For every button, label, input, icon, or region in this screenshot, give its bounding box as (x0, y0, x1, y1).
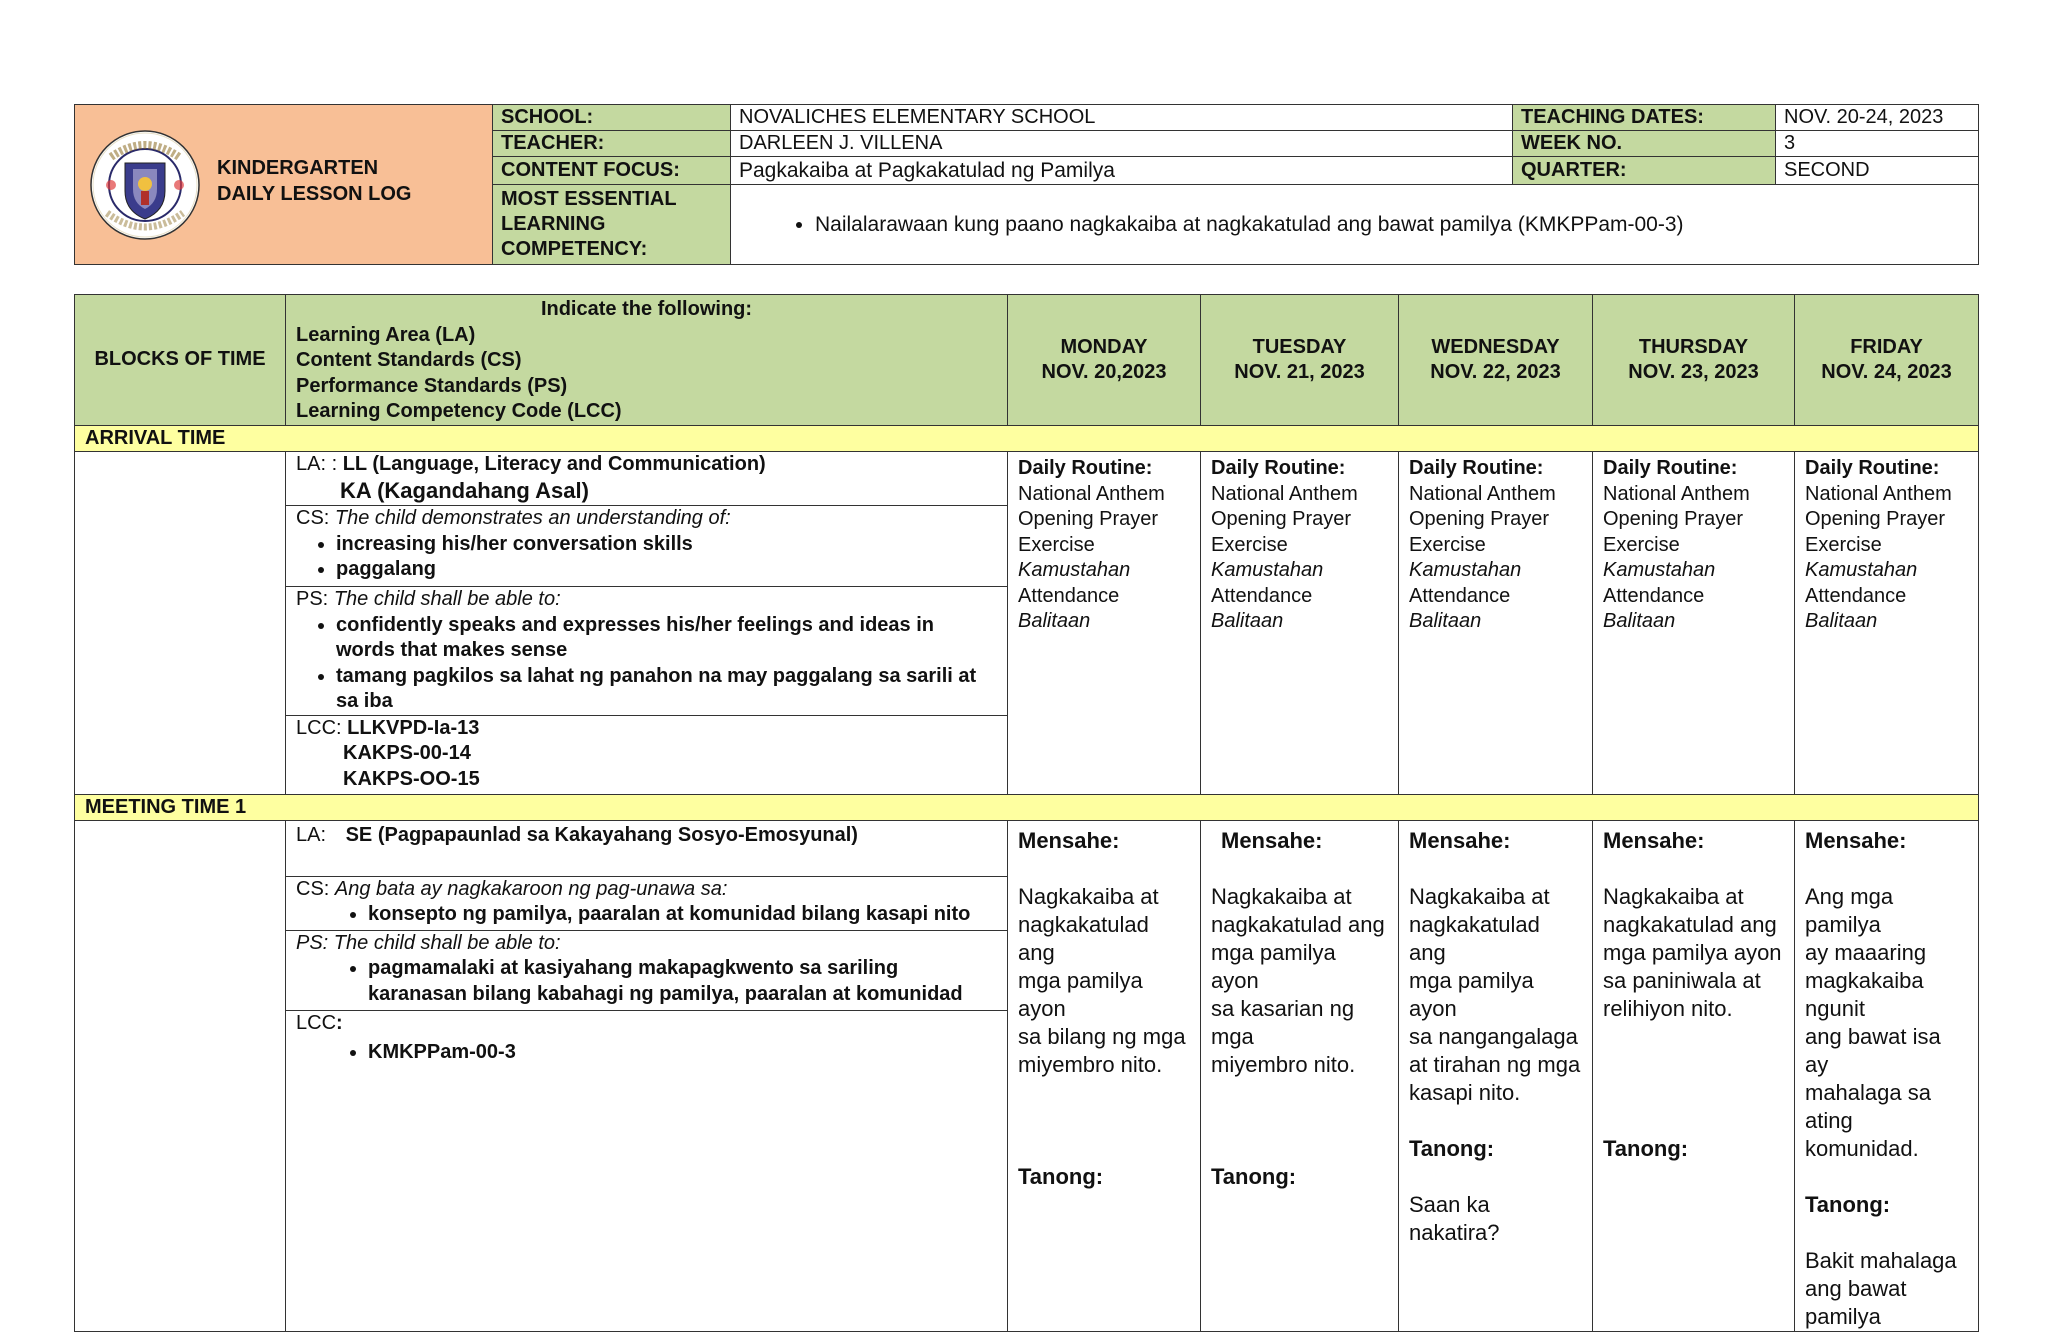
meeting-monday (1008, 820, 1201, 1331)
message-line: miyembro nito. (1018, 1051, 1163, 1077)
header-title-line-2: DAILY LESSON LOG (217, 183, 412, 205)
routine-item: National Anthem (1805, 482, 1952, 505)
message-line: komunidad. (1805, 1135, 1919, 1161)
meeting-wednesday (1399, 820, 1593, 1331)
indicator-cs: Content Standards (CS) (296, 349, 522, 371)
arrival-blocks-cell (75, 452, 286, 795)
question-line: Bakit mahalaga (1805, 1247, 1957, 1273)
lesson-table (74, 294, 1979, 1332)
routine-item: Exercise (1409, 533, 1486, 556)
routine-item: Opening Prayer (1805, 508, 1946, 530)
school-value: NOVALICHES ELEMENTARY SCHOOL (731, 105, 1513, 131)
cs-item: • konsepto ng pamilya, paaralan at komunidad bilang kasapi nito (368, 902, 997, 928)
routine-title: Daily Routine: (1018, 457, 1153, 479)
routine-item: Kamustahan (1805, 559, 1918, 581)
routine-item: Exercise (1603, 533, 1680, 556)
lcc-prefix: LCC (296, 1011, 337, 1034)
routine-item: Kamustahan (1018, 559, 1131, 581)
message-line: nagkakatulad ang (1409, 911, 1540, 965)
routine-item: Kamustahan (1603, 559, 1716, 581)
header-title (217, 155, 411, 207)
lcc-code: • KMKPPam-00-3 (368, 1040, 997, 1066)
mel-label-line-3: COMPETENCY: (501, 238, 648, 261)
quarter-value: SECOND (1776, 157, 1979, 185)
tanong-label: Tanong: (1603, 1135, 1689, 1161)
day-name: TUESDAY (1252, 335, 1347, 358)
mel-label-line-1: MOST ESSENTIAL (501, 188, 677, 211)
meeting-indicators (286, 821, 1007, 1181)
teaching-dates-value: NOV. 20-24, 2023 (1776, 105, 1979, 131)
mel-label-line-2: LEARNING (501, 213, 606, 236)
indicators-title: Indicate the following: (540, 298, 753, 320)
meeting-tuesday (1201, 820, 1399, 1331)
arrival-cs (286, 506, 1007, 587)
arrival-ps (286, 587, 1007, 716)
routine-item: Balitaan (1409, 610, 1482, 632)
cs-prefix: CS: (296, 507, 330, 529)
meeting-ps (286, 930, 1007, 1010)
message-line: sa nangangalaga (1409, 1023, 1578, 1049)
message-line: nagkakatulad ang (1018, 911, 1149, 965)
message-line: Nagkakaiba at (1018, 883, 1159, 909)
cs-text: The child demonstrates an understanding of: (334, 507, 731, 529)
ps-prefix: PS: (296, 588, 329, 610)
cs-text: Ang bata ay nagkakaroon ng pag-unawa sa: (334, 877, 728, 900)
routine-item: Balitaan (1805, 610, 1878, 632)
ps-text: PS: The child shall be able to: (296, 931, 561, 954)
routine-title: Daily Routine: (1211, 457, 1346, 479)
day-name: MONDAY (1060, 335, 1148, 358)
arrival-indicators (286, 452, 1007, 794)
routine-item: National Anthem (1018, 482, 1165, 505)
arrival-wednesday (1399, 452, 1593, 795)
indicator-ps: Performance Standards (PS) (296, 374, 568, 397)
cs-prefix: CS: (296, 877, 330, 900)
routine-title: Daily Routine: (1805, 457, 1940, 479)
routine-item: National Anthem (1409, 482, 1556, 505)
tanong-label: Tanong: (1018, 1163, 1104, 1189)
routine-item: Opening Prayer (1018, 508, 1159, 530)
content-focus-value: Pagkakaiba at Pagkakatulad ng Pamilya (731, 157, 1513, 185)
la-1: LL (Language, Literacy and Communication) (342, 453, 766, 475)
routine-item: Kamustahan (1409, 559, 1522, 581)
message-line: nagkakatulad ang (1211, 911, 1385, 937)
arrival-thursday (1593, 452, 1795, 795)
meeting-friday (1795, 820, 1979, 1331)
message-line: Ang mga pamilya (1805, 883, 1894, 937)
quarter-label: QUARTER: (1513, 157, 1776, 185)
routine-item: Attendance (1805, 584, 1907, 607)
day-date: NOV. 20,2023 (1041, 361, 1167, 383)
indicator-lcc: Learning Competency Code (LCC) (296, 400, 622, 422)
message-line: ang bawat isa ay (1805, 1023, 1941, 1077)
content-focus-label: CONTENT FOCUS: (493, 157, 731, 185)
arrival-tuesday (1201, 452, 1399, 795)
message-line: mga pamilya ayon (1603, 939, 1782, 965)
routine-item: Attendance (1603, 584, 1705, 607)
week-value: 3 (1776, 131, 1979, 157)
mensahe-label: Mensahe: (1018, 827, 1120, 853)
message-line: nagkakatulad ang (1603, 911, 1777, 937)
message-line: sa kasarian ng mga (1211, 995, 1355, 1049)
tanong-label: Tanong: (1805, 1191, 1891, 1217)
routine-item: Attendance (1409, 584, 1511, 607)
question-line: ang bawat pamilya (1805, 1275, 1907, 1329)
day-header-monday (1008, 295, 1201, 426)
day-header-thursday (1593, 295, 1795, 426)
routine-item: Attendance (1018, 584, 1120, 607)
mel-value-cell (731, 185, 1979, 265)
logo-cell (75, 105, 493, 265)
indicator-la: Learning Area (LA) (296, 323, 476, 346)
school-label: SCHOOL: (493, 105, 731, 131)
message-line: Nagkakaiba at (1211, 883, 1352, 909)
message-line: mga pamilya ayon (1211, 939, 1336, 993)
mensahe-label: Mensahe: (1603, 827, 1705, 853)
lcc-prefix: LCC: (296, 716, 342, 739)
day-header-friday (1795, 295, 1979, 426)
arrival-la (286, 452, 1007, 506)
blocks-of-time-header: BLOCKS OF TIME (75, 295, 286, 426)
arrival-time-section: ARRIVAL TIME (75, 426, 1979, 452)
day-date: NOV. 21, 2023 (1234, 361, 1365, 383)
routine-title: Daily Routine: (1603, 457, 1738, 479)
message-line: magkakaiba ngunit (1805, 967, 1924, 1021)
routine-item: Opening Prayer (1211, 508, 1352, 530)
mel-label (493, 185, 731, 265)
arrival-monday (1008, 452, 1201, 795)
meeting-blocks-cell (75, 820, 286, 1331)
meeting-indicators-cell (286, 820, 1008, 1331)
ps-item: • confidently speaks and expresses his/her feelings and ideas in words that makes sense (336, 613, 997, 664)
day-name: THURSDAY (1638, 335, 1749, 358)
la-prefix: LA: : (296, 453, 338, 475)
day-date: NOV. 23, 2023 (1628, 361, 1759, 383)
teacher-value: DARLEEN J. VILLENA (731, 131, 1513, 157)
day-date: NOV. 22, 2023 (1430, 361, 1561, 383)
day-header-wednesday (1399, 295, 1593, 426)
la-text: SE (Pagpapaunlad sa Kakayahang Sosyo-Emosyunal) (345, 823, 858, 846)
meeting-la (286, 821, 1007, 877)
teaching-dates-label: TEACHING DATES: (1513, 105, 1776, 131)
arrival-indicators-cell (286, 452, 1008, 795)
routine-item: Balitaan (1211, 610, 1284, 632)
routine-item: Opening Prayer (1603, 508, 1744, 530)
message-line: relihiyon nito. (1603, 995, 1733, 1021)
message-line: mahalaga sa ating (1805, 1079, 1931, 1133)
message-line: kasapi nito. (1409, 1079, 1521, 1105)
ps-item: • tamang pagkilos sa lahat ng panahon na may paggalang sa sarili at sa iba (336, 664, 997, 715)
mensahe-label: Mensahe: (1409, 827, 1511, 853)
day-date: NOV. 24, 2023 (1821, 361, 1952, 383)
routine-item: Balitaan (1018, 610, 1091, 632)
arrival-friday (1795, 452, 1979, 795)
message-line: Nagkakaiba at (1409, 883, 1550, 909)
routine-item: Kamustahan (1211, 559, 1324, 581)
meeting-cs (286, 876, 1007, 930)
message-line: sa paniniwala at (1603, 967, 1761, 993)
mensahe-label: Mensahe: (1221, 827, 1323, 853)
routine-item: Exercise (1211, 533, 1288, 556)
lcc-code: KAKPS-OO-15 (343, 767, 480, 790)
lcc-colon: : (336, 1011, 343, 1034)
question-line: Saan ka nakatira? (1409, 1191, 1500, 1245)
mensahe-label: Mensahe: (1805, 827, 1907, 853)
meeting-time-section: MEETING TIME 1 (75, 794, 1979, 820)
message-line: at tirahan ng mga (1409, 1051, 1581, 1077)
lcc-code: LLKVPD-Ia-13 (347, 716, 480, 739)
tanong-label: Tanong: (1409, 1135, 1495, 1161)
ps-item: • pagmamalaki at kasiyahang makapagkwento sa sariling karanasan bilang kabahagi ng pamilya, paaralan at komunidad (368, 956, 997, 1007)
routine-title: Daily Routine: (1409, 457, 1544, 479)
routine-item: Balitaan (1603, 610, 1676, 632)
indicators-header (286, 295, 1008, 426)
la-2: KA (Kagandahang Asal) (340, 477, 589, 503)
message-line: sa bilang ng mga (1018, 1023, 1186, 1049)
mel-value: • Nailalarawaan kung paano nagkakaiba at nagkakatulad ang bawat pamilya (KMKPPam-00-3) (815, 212, 1970, 237)
week-label: WEEK NO. (1513, 131, 1776, 157)
routine-item: National Anthem (1211, 482, 1358, 505)
message-line: miyembro nito. (1211, 1051, 1356, 1077)
meeting-lcc (286, 1010, 1007, 1181)
message-line: mga pamilya ayon (1409, 967, 1534, 1021)
day-name: WEDNESDAY (1431, 335, 1560, 358)
message-line: mga pamilya ayon (1018, 967, 1143, 1021)
routine-item: Attendance (1211, 584, 1313, 607)
routine-item: Opening Prayer (1409, 508, 1550, 530)
message-line: Nagkakaiba at (1603, 883, 1744, 909)
header-table (74, 104, 1979, 265)
la-prefix: LA: (296, 823, 327, 846)
message-line: ay maaaring (1805, 939, 1927, 965)
routine-item: Exercise (1018, 533, 1095, 556)
teacher-label: TEACHER: (493, 131, 731, 157)
header-title-line-1: KINDERGARTEN (217, 157, 379, 179)
routine-item: Exercise (1805, 533, 1882, 556)
cs-item: • paggalang (336, 557, 997, 583)
arrival-lcc (286, 715, 1007, 794)
cs-item: • increasing his/her conversation skills (336, 532, 997, 558)
deped-seal-icon (89, 129, 201, 241)
tanong-label: Tanong: (1211, 1163, 1297, 1189)
ps-text: The child shall be able to: (333, 588, 561, 610)
routine-item: National Anthem (1603, 482, 1750, 505)
day-header-tuesday (1201, 295, 1399, 426)
day-name: FRIDAY (1850, 335, 1923, 358)
lcc-code: KAKPS-00-14 (343, 742, 471, 764)
meeting-thursday (1593, 820, 1795, 1331)
